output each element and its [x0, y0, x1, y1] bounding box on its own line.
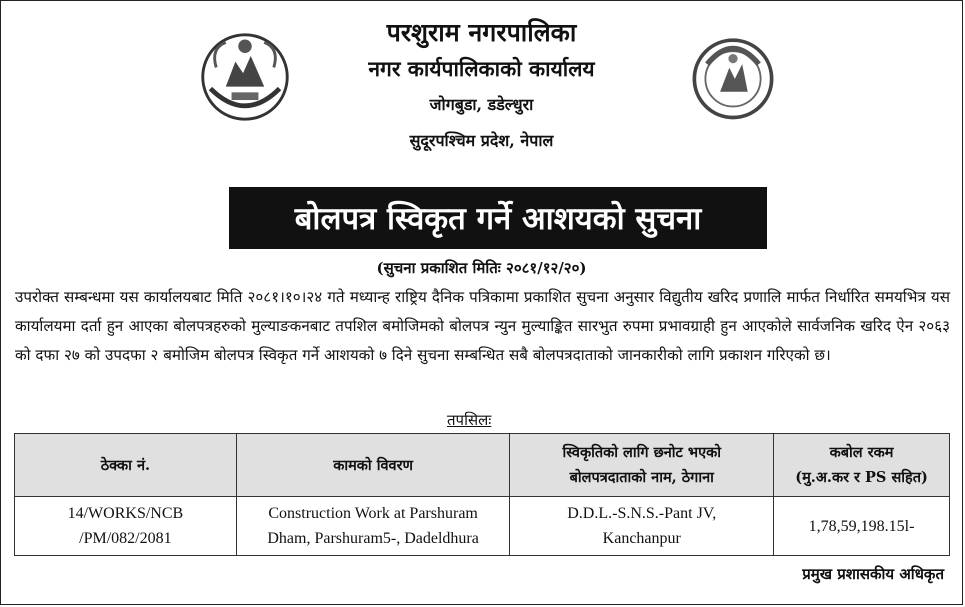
notice-body: उपरोक्त सम्बन्धमा यस कार्यालयबाट मिति २०८१।१०।२४ गते मध्यान्ह राष्ट्रिय दैनिक पत्रिकामा प्रकाशित सुचना अनुसार विद्युतीय खरिद प्रणालि मार्फत निर्धारित समयभित्र यस कार्यालयमा दर्ता हुन आएका बोलपत्रहरुको मुल्याङकनबाट तपशिल बमोजिमको बोलपत्र न्युन मुल्याङ्कित सारभुत रुपमा प्रभावग्राही हुन आएकोले सार्वजनिक खरिद ऐन २०६३ को दफा २७ को उपदफा २ बमोजिम बोलपत्र स्विकृत गर्ने आशयको ७ दिने सुचना सम्बन्धित सबै बोलपत्रदाताको जानकारीको लागि प्रकाशन गरिएको छ।	[15, 288, 950, 364]
notice-title: बोलपत्र स्विकृत गर्ने आशयको सुचना	[229, 187, 767, 249]
table-row	[15, 497, 950, 556]
bid-table	[14, 433, 950, 556]
cell-description: Construction Work at Parshuram Dham, Parshuram5-, Dadeldhura	[236, 497, 510, 556]
table-header-row	[15, 434, 950, 497]
cell-amount: 1,78,59,198.15l-	[774, 497, 950, 556]
header-amount: कबोल रकम (मु.अ.कर र PS सहित)	[774, 434, 950, 497]
cell-bidder: D.D.L.-S.N.S.-Pant JV, Kanchanpur	[510, 497, 774, 556]
header-description: कामको विवरण	[236, 434, 510, 497]
letterhead	[1, 15, 962, 159]
details-label: तपसिलः	[447, 411, 492, 429]
office-name: नगर कार्यपालिकाको कार्यालय	[368, 56, 595, 81]
cell-contract-no: 14/WORKS/NCB /PM/082/2081	[15, 497, 237, 556]
province-name: सुदूरपश्चिम प्रदेश, नेपाल	[409, 131, 554, 150]
header-bidder: स्विकृतिको लागि छनोट भएको बोलपत्रदाताको नाम, ठेगाना	[510, 434, 774, 497]
municipality-name: परशुराम नगरपालिका	[386, 18, 577, 47]
header-contract-no: ठेक्का नं.	[15, 434, 237, 497]
published-date: (सुचना प्रकाशित मितिः २०८१/१२/२०)	[376, 259, 587, 277]
signatory: प्रमुख प्रशासकीय अधिकृत	[802, 565, 944, 583]
office-address: जोगबुडा, डडेल्धुरा	[429, 95, 534, 114]
